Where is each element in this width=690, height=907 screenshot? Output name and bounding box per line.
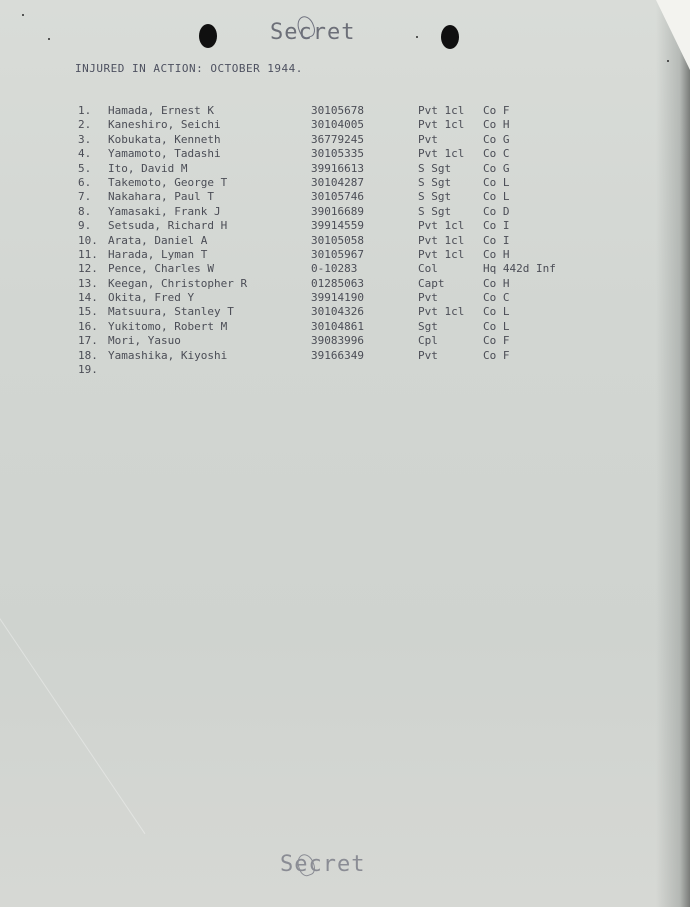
- entry-rank: Pvt 1cl: [418, 219, 465, 233]
- entry-number: 17.: [78, 334, 98, 348]
- entry-unit: Co L: [483, 175, 510, 189]
- list-item: [78, 277, 598, 291]
- paper-crease: [0, 618, 145, 834]
- entry-unit: Co L: [483, 190, 510, 204]
- entry-rank: Pvt 1cl: [418, 147, 465, 161]
- entry-serial-number: 39916613: [311, 161, 364, 175]
- list-item: [78, 248, 598, 262]
- entry-number: 12.: [78, 262, 98, 276]
- page-edge-shadow: [656, 0, 690, 907]
- list-item: [78, 291, 598, 305]
- punch-hole-left: [199, 24, 217, 48]
- entry-serial-number: 39166349: [311, 348, 364, 362]
- entry-unit: Co F: [483, 104, 510, 117]
- entry-number: 8.: [78, 204, 92, 218]
- entry-unit: Co C: [483, 147, 510, 161]
- entry-name: Yamasaki, Frank J: [108, 204, 221, 218]
- entry-name: Takemoto, George T: [108, 175, 228, 189]
- entry-unit: Co H: [483, 118, 510, 132]
- entry-rank: S Sgt: [418, 204, 452, 218]
- entry-number: 16.: [78, 319, 98, 333]
- list-item: [78, 205, 598, 219]
- entry-name: Keegan, Christopher R: [108, 276, 248, 290]
- entry-name: Yamashika, Kiyoshi: [108, 348, 228, 362]
- entry-serial-number: 39016689: [311, 204, 364, 218]
- list-item: [78, 162, 598, 176]
- list-item: [78, 133, 598, 147]
- list-item: [78, 305, 598, 319]
- entry-unit: Co D: [483, 204, 510, 218]
- entry-rank: S Sgt: [418, 190, 452, 204]
- entry-name: Arata, Daniel A: [108, 233, 208, 247]
- entry-unit: Co F: [483, 334, 510, 348]
- entry-name: Mori, Yasuo: [108, 334, 181, 348]
- entry-number: 9.: [78, 219, 92, 233]
- entry-unit: Co G: [483, 132, 510, 146]
- entry-rank: Capt: [418, 276, 445, 290]
- paper-speck: [22, 14, 24, 16]
- entry-serial-number: 39914190: [311, 291, 364, 305]
- entry-serial-number: 39914559: [311, 219, 364, 233]
- entry-rank: S Sgt: [418, 161, 452, 175]
- entry-number: 4.: [78, 147, 92, 161]
- list-item: [78, 219, 598, 233]
- entry-name: Okita, Fred Y: [108, 291, 195, 305]
- entry-number: 7.: [78, 190, 92, 204]
- entry-name: Harada, Lyman T: [108, 247, 208, 261]
- list-item: [78, 334, 598, 348]
- entry-number: 15.: [78, 305, 98, 319]
- entry-unit: Co F: [483, 348, 510, 362]
- entry-number: 6.: [78, 175, 92, 189]
- entry-name: Kaneshiro, Seichi: [108, 118, 221, 132]
- entry-serial-number: 39083996: [311, 334, 364, 348]
- entry-serial-number: 30104326: [311, 305, 364, 319]
- entry-name: Nakahara, Paul T: [108, 190, 214, 204]
- paper-speck: [48, 38, 50, 40]
- entry-number: 18.: [78, 348, 98, 362]
- entry-rank: Pvt: [418, 132, 438, 146]
- entry-unit: Co L: [483, 305, 510, 319]
- entry-name: Hamada, Ernest K: [108, 104, 214, 117]
- entry-unit: Co I: [483, 233, 510, 247]
- entry-serial-number: 36779245: [311, 132, 364, 146]
- list-item: [78, 234, 598, 248]
- entry-serial-number: 30105746: [311, 190, 364, 204]
- entry-serial-number: 30105678: [311, 104, 364, 117]
- entry-unit: Co C: [483, 291, 510, 305]
- entry-name: Ito, David M: [108, 161, 188, 175]
- list-item: [78, 104, 598, 118]
- list-item: [78, 262, 598, 276]
- entry-rank: Col: [418, 262, 438, 276]
- classification-stamp-bottom: [280, 852, 365, 877]
- classification-text-bottom: Secret: [280, 852, 366, 877]
- entry-unit: Hq 442d Inf: [483, 262, 556, 276]
- entry-name: Yukitomo, Robert M: [108, 319, 228, 333]
- entry-unit: Co H: [483, 276, 510, 290]
- entry-serial-number: 30104861: [311, 319, 364, 333]
- entry-unit: Co L: [483, 319, 510, 333]
- entry-unit: Co G: [483, 161, 510, 175]
- entry-rank: S Sgt: [418, 175, 452, 189]
- list-item: [78, 190, 598, 204]
- entry-rank: Pvt: [418, 291, 438, 305]
- casualty-list: [78, 104, 598, 377]
- list-item: [78, 349, 598, 363]
- punch-hole-right: [441, 25, 459, 49]
- classification-stamp-top: [270, 20, 355, 45]
- entry-rank: Pvt 1cl: [418, 247, 465, 261]
- entry-rank: Pvt 1cl: [418, 104, 465, 117]
- entry-rank: Pvt 1cl: [418, 233, 465, 247]
- entry-rank: Cpl: [418, 334, 438, 348]
- entry-rank: Sgt: [418, 319, 438, 333]
- entry-serial-number: 30105335: [311, 147, 364, 161]
- paper-speck: [416, 36, 418, 38]
- entry-number: 11.: [78, 247, 98, 261]
- entry-serial-number: 01285063: [311, 276, 364, 290]
- list-item: [78, 147, 598, 161]
- entry-number: 3.: [78, 132, 92, 146]
- entry-serial-number: 0-10283: [311, 262, 358, 276]
- entry-number: 19.: [78, 363, 98, 377]
- list-item: [78, 118, 598, 132]
- entry-name: Pence, Charles W: [108, 262, 214, 276]
- entry-number: 10.: [78, 233, 98, 247]
- entry-serial-number: 30105058: [311, 233, 364, 247]
- entry-name: Kobukata, Kenneth: [108, 132, 221, 146]
- document-title: INJURED IN ACTION: OCTOBER 1944.: [75, 62, 303, 75]
- entry-name: Setsuda, Richard H: [108, 219, 228, 233]
- entry-number: 2.: [78, 118, 92, 132]
- list-item: [78, 176, 598, 190]
- entry-rank: Pvt 1cl: [418, 305, 465, 319]
- entry-name: Matsuura, Stanley T: [108, 305, 234, 319]
- list-item: [78, 320, 598, 334]
- entry-number: 5.: [78, 161, 92, 175]
- entry-serial-number: 30104005: [311, 118, 364, 132]
- entry-unit: Co I: [483, 219, 510, 233]
- entry-number: 13.: [78, 276, 98, 290]
- entry-number: 14.: [78, 291, 98, 305]
- entry-serial-number: 30104287: [311, 175, 364, 189]
- entry-number: 1.: [78, 104, 92, 117]
- entry-rank: Pvt: [418, 348, 438, 362]
- paper-speck: [667, 60, 669, 62]
- list-item: [78, 363, 598, 377]
- classification-text-top: Secret: [270, 20, 356, 45]
- entry-serial-number: 30105967: [311, 247, 364, 261]
- corner-fold: [656, 0, 690, 70]
- entry-rank: Pvt 1cl: [418, 118, 465, 132]
- entry-name: Yamamoto, Tadashi: [108, 147, 221, 161]
- entry-unit: Co H: [483, 247, 510, 261]
